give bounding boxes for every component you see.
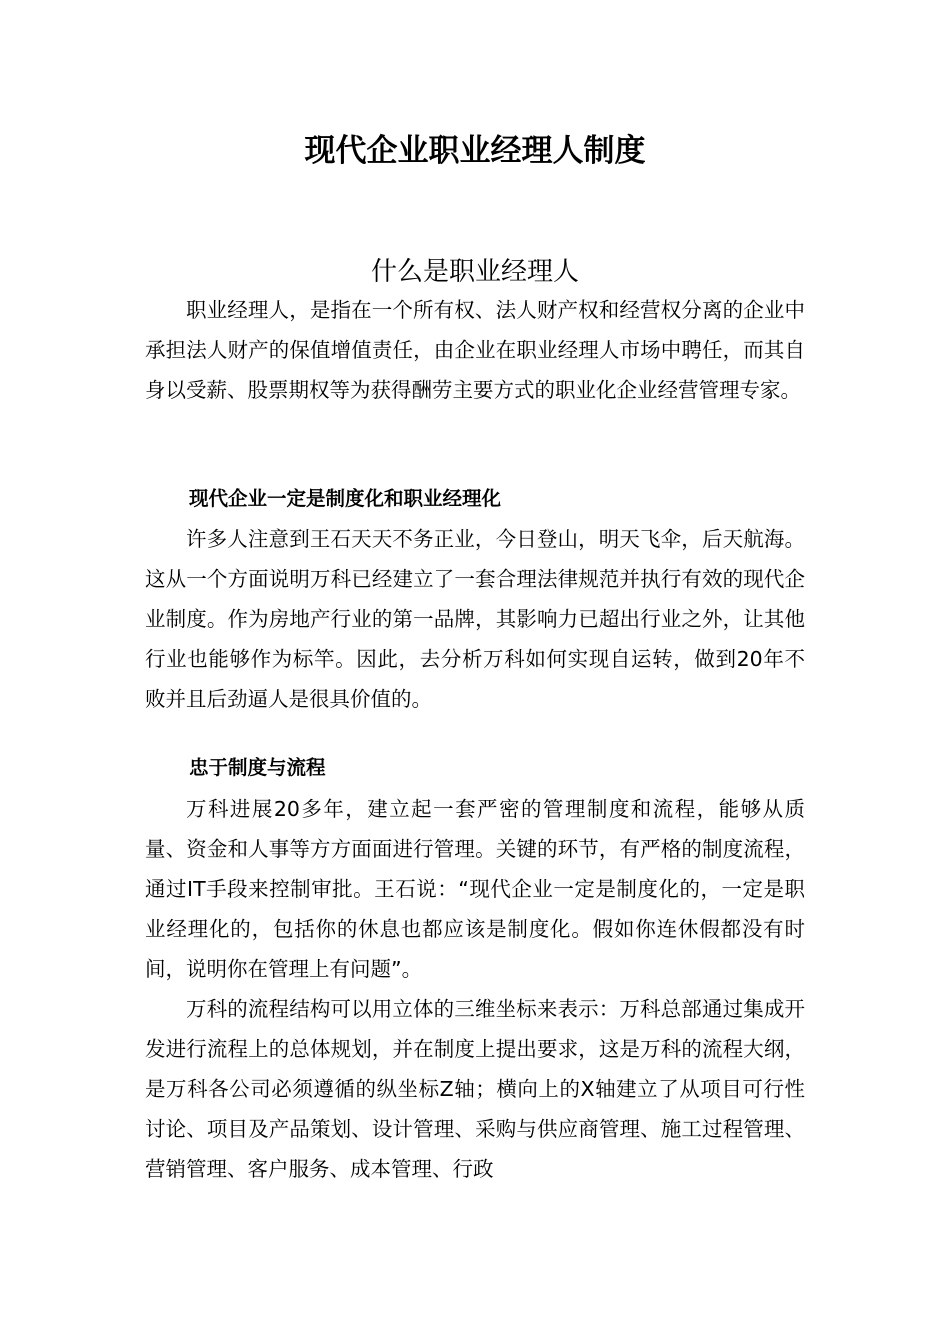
body-paragraph: 许多人注意到王石天天不务正业，今日登山，明天飞伞，后天航海。这从一个方面说明万科已经建立了一套合理法律规范并执行有效的现代企业制度。作为房地产行业的第一品牌，其影响力已超出行业之外，让其他行业也能够作为标竿。因此，去分析万科如何实现自运转，做到20年不败并且后劲逼人是很具价值的。 <box>145 527 805 711</box>
subsection-body-2 <box>145 789 805 1189</box>
body-paragraph: 万科的流程结构可以用立体的三维坐标来表示：万科总部通过集成开发进行流程上的总体规划，并在制度上提出要求，这是万科的流程大纲，是万科各公司必须遵循的纵坐标Z轴；横向上的X轴建立了从项目可行性讨论、项目及产品策划、设计管理、采购与供应商管理、施工过程管理、营销管理、客户服务、成本管理、行政 <box>145 997 805 1181</box>
subsection-heading-2: 忠于制度与流程 <box>189 756 326 779</box>
section-title: 什么是职业经理人 <box>370 257 579 287</box>
document-title: 现代企业职业经理人制度 <box>304 133 646 169</box>
subsection-body-1 <box>145 519 805 719</box>
intro-paragraph: 职业经理人，是指在一个所有权、法人财产权和经营权分离的企业中承担法人财产的保值增值责任，由企业在职业经理人市场中聘任，而其自身以受薪、股票期权等为获得酬劳主要方式的职业化企业经营管理专家。 <box>145 298 805 402</box>
subsection-heading-1: 现代企业一定是制度化和职业经理化 <box>189 487 502 510</box>
intro-block <box>145 290 805 410</box>
body-paragraph: 万科进展20多年，建立起一套严密的管理制度和流程，能够从质量、资金和人事等方方面面进行管理。关键的环节，有严格的制度流程，通过IT手段来控制审批。王石说：“现代企业一定是制度化的，一定是职业经理化的，包括你的休息也都应该是制度化。假如你连休假都没有时间，说明你在管理上有问题”。 <box>145 797 805 981</box>
